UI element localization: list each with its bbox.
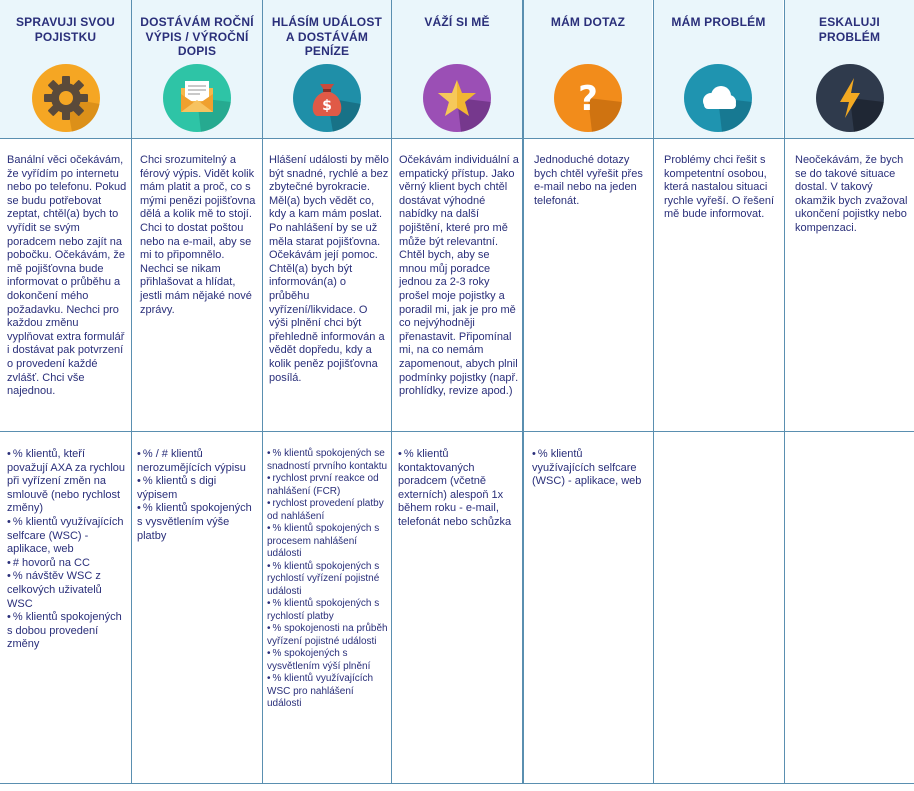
column-title: MÁM PROBLÉM	[671, 15, 766, 29]
envelope-icon	[163, 64, 231, 132]
column-metrics	[132, 432, 262, 783]
column-description	[0, 139, 131, 431]
column-description	[263, 139, 391, 431]
column-title: ESKALUJI PROBLÉM	[818, 15, 881, 44]
column-description	[132, 139, 262, 431]
star-icon	[423, 64, 491, 132]
column-divider	[653, 0, 654, 783]
description-text: Hlášení události by mělo být snadné, rychlé a bez zbytečné byrokracie. Měl(a) bych vědět co, kdy a kam mám poslat. Po nahlášení by se už měla starat pojišťovna. Očekávám její pomoc. Chtěl(a) bych být informován(a) o průběhu vyřízení/likvidace. O výši plnění chci být přehledně informován a vědět dopředu, kdy a kolik peněz pojišťovna posílá.	[269, 154, 389, 384]
column-header	[392, 0, 522, 138]
question-icon	[554, 64, 622, 132]
cloud-icon	[684, 64, 752, 132]
column-header	[263, 0, 391, 138]
column-description	[524, 139, 652, 431]
column-header	[0, 0, 131, 138]
column-appreciation	[392, 0, 522, 783]
column-metrics	[392, 432, 522, 783]
column-claim-report	[263, 0, 391, 783]
column-policy-management	[0, 0, 131, 783]
description-text: Očekávám individuální a empatický přístup. Jako věrný klient bych chtěl dostávat výhodné nabídky na další pojištění, které pro mě může být relevantní. Chtěl bych, aby se mnou můj poradce jednou za 2-3 roky prošel moje pojistky a poradil mi, jak je pro mě co nejvýhodněji přenastavit. Připomínal mi, na co nemám zapomenout, abych plnil podmínky pojistky (např. prohlídky, revize apod.)	[399, 154, 519, 398]
column-title: SPRAVUJI SVOU POJISTKU	[15, 15, 116, 44]
description-text: Banální věci očekávám, že vyřídím po internetu nebo po telefonu. Pokud se budu potřebovat zeptat, chtěl(a) bych to vyřídit se svým poradcem nebo zajít na pobočku. Očekávám, že mě pojišťovna bude informovat o průběhu a dokončení mého požadavku. Nechci pro každou změnu vyplňovat extra formulář i dostávat pak potvrzení o provedení každé zvlášť. Chci vše najednou.	[7, 154, 127, 398]
column-title: VÁŽÍ SI MĚ	[424, 15, 490, 29]
column-title: MÁM DOTAZ	[550, 15, 626, 29]
column-metrics	[785, 432, 914, 783]
metric-item: • % klientů využívajících selfcare (WSC) - aplikace, web	[7, 515, 124, 556]
column-question	[524, 0, 652, 783]
column-metrics	[0, 432, 131, 783]
column-description	[392, 139, 522, 431]
column-header	[785, 0, 914, 138]
metric-item: • % spokojenosti na průběh vyřízení pojistné události	[267, 623, 388, 647]
metric-item: • % klientů využívajících selfcare (WSC) - aplikace, web	[532, 448, 642, 488]
description-text: Neočekávám, že bych se do takové situace dostal. V takový okamžik bych zvažoval ukončení pojistky nebo kompenzaci.	[795, 154, 908, 234]
metric-item: • rychlost provedení platby od nahlášení	[267, 498, 384, 522]
description-text: Jednoduché dotazy bych chtěl vyřešit přes e-mail nebo na jeden telefonát.	[534, 154, 643, 207]
metric-item: • % / # klientů nerozumějících výpisu	[137, 448, 246, 474]
column-header	[654, 0, 783, 138]
column-divider	[784, 0, 785, 783]
column-description	[654, 139, 783, 431]
metric-item: • % návštěv WSC z celkových uživatelů WSC	[7, 570, 102, 610]
column-divider	[391, 0, 392, 783]
column-title: DOSTÁVÁM ROČNÍ VÝPIS / VÝROČNÍ DOPIS	[140, 15, 254, 58]
metric-item: • % klientů kontaktovaných poradcem (včetně externích) alespoň 1x během roku - e-mail, telefonát nebo schůzka	[398, 448, 512, 528]
metric-item: • % klientů spokojených se snadností prvního kontaktu	[267, 448, 388, 472]
metric-item: • % klientů spokojených s rychlostí vyřízení pojistné události	[267, 560, 380, 597]
metric-item: • % klientů spokojených s rychlostí platby	[267, 598, 380, 622]
column-metrics	[263, 432, 391, 783]
row-divider	[0, 138, 914, 139]
metric-item: • % spokojených s vysvětlením výší plnění	[267, 648, 371, 672]
description-text: Chci srozumitelný a férový výpis. Vidět kolik mám platit a proč, co s mými penězi pojišťovna dělá a kolik mě to stojí. Chci to dostat poštou nebo na e-mail, aby se mi to připomnělo. Nechci se nikam přihlašovat a hlídat, jestli mám nějaké nové zprávy.	[140, 154, 256, 316]
column-divider	[131, 0, 132, 783]
metric-item: • % klientů spokojených s vysvětlením výše platby	[137, 502, 252, 542]
metric-item: • # hovorů na CC	[7, 556, 90, 569]
metric-item: • % klientů, kteří považují AXA za rychlou při vyřízení změn na smlouvě (nebo rychlost změny)	[7, 448, 126, 515]
column-title: HLÁSÍM UDÁLOST A DOSTÁVÁM PENÍZE	[271, 15, 383, 58]
svg-text:$: $	[322, 98, 332, 114]
svg-text:?: ?	[578, 79, 598, 119]
column-description	[785, 139, 914, 431]
row-divider	[0, 431, 914, 432]
column-metrics	[524, 432, 652, 783]
column-escalation	[785, 0, 914, 783]
column-divider	[522, 0, 524, 783]
lightning-icon	[816, 64, 884, 132]
column-header	[132, 0, 262, 138]
metric-item: • % klientů využívajících WSC pro nahlášení události	[267, 673, 374, 709]
column-metrics	[654, 432, 783, 783]
column-header	[524, 0, 652, 138]
column-annual-statement	[132, 0, 262, 783]
gear-icon	[32, 64, 100, 132]
metric-item: • % klientů spokojených s procesem nahlášení události	[267, 523, 380, 559]
description-text: Problémy chci řešit s kompetentní osobou, která nastalou situaci rychle vyřeší. O řešení mě bude informovat.	[664, 154, 775, 221]
row-divider	[0, 783, 914, 784]
metric-item: • % klientů s digi výpisem	[137, 475, 217, 501]
metric-item: • % klientů spokojených s dobou provedení změny	[7, 611, 122, 651]
metric-item: • rychlost první reakce od nahlášení (FCR)	[267, 473, 379, 497]
column-divider	[262, 0, 263, 783]
money-bag-icon	[293, 64, 361, 132]
column-problem	[654, 0, 783, 783]
